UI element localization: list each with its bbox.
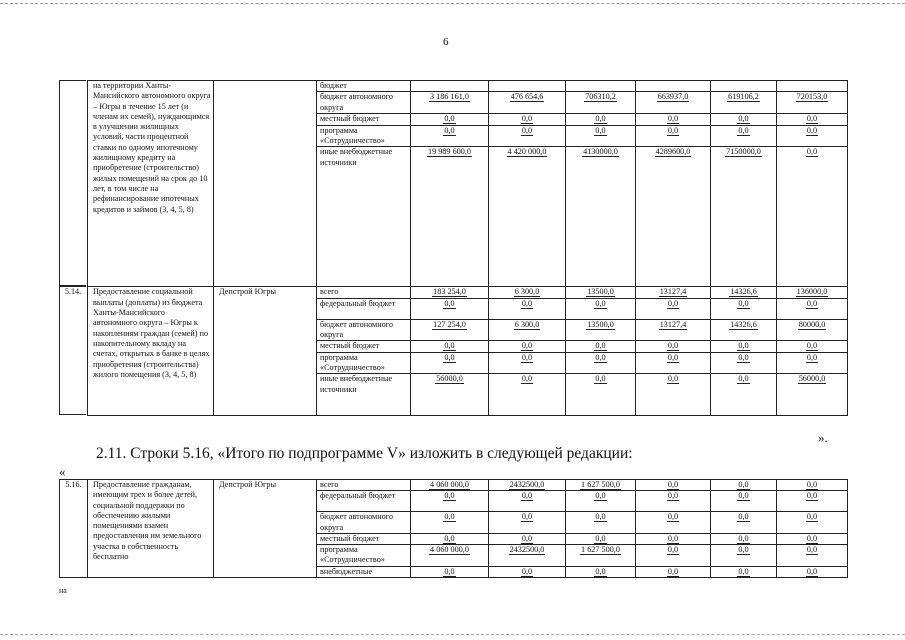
funding-source: местный бюджет <box>317 341 411 352</box>
amount-cell <box>711 533 777 544</box>
amount-value: 0,0 <box>521 533 533 543</box>
funding-source: местный бюджет <box>317 113 411 125</box>
amount-cell <box>566 566 636 577</box>
funding-source: программа «Сотрудничество» <box>317 352 411 374</box>
amount-cell <box>777 566 848 577</box>
amount-value: 1 627 500,0 <box>581 545 620 555</box>
amount-cell <box>489 81 566 92</box>
amount-cell <box>566 298 636 319</box>
amount-cell <box>711 545 777 567</box>
amount-cell <box>489 491 566 512</box>
amount-value: 0,0 <box>806 545 818 555</box>
amount-cell <box>636 113 711 125</box>
amount-value: 0,0 <box>806 480 818 489</box>
amount-value <box>600 81 602 90</box>
funding-source: всего <box>317 287 411 298</box>
amount-cell <box>411 341 489 352</box>
funding-source: бюджет автономного округа <box>317 512 411 534</box>
amount-value: 0,0 <box>738 374 749 384</box>
amount-cell <box>711 125 777 147</box>
amount-cell <box>566 512 636 534</box>
amount-cell <box>411 352 489 374</box>
funding-source: федеральный бюджет <box>317 298 411 319</box>
closing-quote: ». <box>818 430 828 445</box>
amount-cell <box>411 287 489 298</box>
amount-cell <box>711 491 777 512</box>
amount-value: 619106,2 <box>728 92 759 102</box>
amount-value: 0,0 <box>738 125 749 135</box>
amount-cell <box>777 491 848 512</box>
amount-value <box>672 81 674 90</box>
amount-value: 0,0 <box>667 352 679 362</box>
amount-cell <box>566 374 636 416</box>
amount-cell <box>777 374 848 416</box>
amount-cell <box>489 512 566 534</box>
amount-cell <box>777 147 848 287</box>
amount-value: 0,0 <box>738 533 749 543</box>
amount-value: 0,0 <box>667 533 679 543</box>
scan-bottom-edge <box>0 634 905 635</box>
amount-value: 0,0 <box>738 341 749 351</box>
amount-cell <box>711 287 777 298</box>
measure-description: Предоставление гражданам, имеющим трех и более детей, социальной поддержки по обеспечению жилыми помещениями взамен предоставления им земельного участка в собственность бесплатно <box>88 480 214 578</box>
amount-value: 136000,0 <box>796 287 828 297</box>
amount-value: 0,0 <box>521 113 533 123</box>
amount-value: 0,0 <box>806 341 818 351</box>
amount-cell <box>566 81 636 92</box>
amount-cell <box>711 566 777 577</box>
amount-value: 0,0 <box>444 533 455 543</box>
amount-value: 0,0 <box>667 374 679 384</box>
amount-value: 0,0 <box>806 113 818 123</box>
amount-cell <box>411 113 489 125</box>
funding-source: местный бюджет <box>317 533 411 544</box>
funding-source: программа «Сотрудничество» <box>317 545 411 567</box>
amount-value: 0,0 <box>521 512 533 522</box>
amount-cell <box>636 533 711 544</box>
amount-cell <box>777 545 848 567</box>
amount-cell <box>636 92 711 114</box>
amount-value: 13127,4 <box>659 319 687 329</box>
amount-cell <box>711 341 777 352</box>
amount-value: 6 300,0 <box>514 287 540 297</box>
amount-cell <box>489 566 566 577</box>
amount-cell <box>489 533 566 544</box>
amount-cell <box>636 319 711 341</box>
table-row <box>88 287 848 298</box>
amount-value: 0,0 <box>444 298 455 308</box>
amount-cell <box>636 287 711 298</box>
amount-value: 0,0 <box>444 512 455 522</box>
amount-cell <box>489 341 566 352</box>
amendment-heading: 2.11. Строки 5.16, «Итого по подпрограмме V» изложить в следующей редакции: <box>96 445 633 462</box>
amount-value: 4289600,0 <box>655 147 691 157</box>
amount-cell <box>777 92 848 114</box>
amount-cell <box>711 81 777 92</box>
amount-cell <box>489 298 566 319</box>
amount-value: 0,0 <box>806 512 818 522</box>
amount-value: 13500,0 <box>587 319 614 329</box>
amount-cell <box>711 319 777 341</box>
funding-source: бюджет <box>317 81 411 92</box>
amount-value: 14326,6 <box>730 319 757 329</box>
row-number-5-14: 5.14. <box>59 286 86 415</box>
table-row <box>60 480 848 491</box>
amount-value: 2432500,0 <box>509 545 545 555</box>
amount-value: 0,0 <box>806 298 818 308</box>
amount-value: 0,0 <box>521 125 533 135</box>
amount-value: 0,0 <box>521 341 533 351</box>
amount-value: 0,0 <box>595 491 606 501</box>
amount-value: 476 654,6 <box>510 92 544 102</box>
amount-value: 0,0 <box>738 545 749 555</box>
amount-value: 0,0 <box>738 512 749 522</box>
funding-source: федеральный бюджет <box>317 491 411 512</box>
funding-source: иные внебюджетные источники <box>317 147 411 287</box>
amount-value: 0,0 <box>806 491 818 501</box>
amount-cell <box>777 298 848 319</box>
amount-cell <box>636 374 711 416</box>
amount-cell <box>411 92 489 114</box>
amount-cell <box>566 125 636 147</box>
amount-value: 0,0 <box>667 545 679 555</box>
amount-value: 0,0 <box>667 566 679 576</box>
amount-cell <box>411 480 489 491</box>
amount-value: 0,0 <box>667 512 679 522</box>
amount-value <box>743 81 745 90</box>
amount-cell <box>489 374 566 416</box>
amount-value: 0,0 <box>444 491 455 501</box>
amount-cell <box>489 287 566 298</box>
amount-value: 6 300,0 <box>514 319 540 329</box>
amount-value <box>526 81 528 90</box>
amount-cell <box>566 545 636 567</box>
amount-value: 0,0 <box>806 566 818 576</box>
page-footer-fragment: на <box>59 586 67 595</box>
amount-cell <box>777 341 848 352</box>
amount-value: 0,0 <box>595 113 606 123</box>
amount-cell <box>411 533 489 544</box>
amount-cell <box>411 319 489 341</box>
row-number: 5.16. <box>60 480 88 578</box>
funding-source: программа «Сотрудничество» <box>317 125 411 147</box>
amount-value: 1 627 500,0 <box>581 480 620 489</box>
amount-value: 0,0 <box>806 533 818 543</box>
amount-cell <box>711 374 777 416</box>
amount-value: 4 060 000,0 <box>430 480 469 489</box>
funding-source: бюджет автономного округа <box>317 319 411 341</box>
funding-source: всего <box>317 480 411 491</box>
amount-value: 80000,0 <box>798 319 826 329</box>
amount-cell <box>636 298 711 319</box>
amount-value: 0,0 <box>444 125 455 135</box>
amount-cell <box>636 545 711 567</box>
amount-value: 0,0 <box>738 566 749 576</box>
amount-value: 183 254,0 <box>433 287 466 297</box>
amount-value: 0,0 <box>595 512 606 522</box>
amount-cell <box>411 545 489 567</box>
amount-cell <box>411 512 489 534</box>
amount-cell <box>636 512 711 534</box>
amount-cell <box>566 147 636 287</box>
amount-cell <box>566 352 636 374</box>
amount-cell <box>636 491 711 512</box>
opening-quote: « <box>59 464 66 479</box>
amount-cell <box>489 125 566 147</box>
amount-value: 0,0 <box>521 374 533 384</box>
amount-value: 663937,0 <box>657 92 689 102</box>
budget-table-5-16 <box>59 479 848 578</box>
table-row <box>88 81 848 92</box>
amount-cell <box>777 319 848 341</box>
amount-value: 13127,4 <box>659 287 687 297</box>
amount-cell <box>777 480 848 491</box>
amount-cell <box>566 287 636 298</box>
amount-value: 0,0 <box>444 113 455 123</box>
amount-cell <box>566 533 636 544</box>
amount-cell <box>411 125 489 147</box>
amount-value: 0,0 <box>595 341 606 351</box>
amount-value: 0,0 <box>667 480 679 489</box>
amount-cell <box>711 512 777 534</box>
amount-value: 0,0 <box>667 298 679 308</box>
funding-source: внебюджетные <box>317 566 411 577</box>
amount-cell <box>777 512 848 534</box>
funding-source: бюджет автономного округа <box>317 92 411 114</box>
amount-cell <box>489 319 566 341</box>
amount-value: 0,0 <box>738 113 749 123</box>
amount-value: 4130000,0 <box>583 147 618 157</box>
amount-value: 0,0 <box>667 113 679 123</box>
amount-value: 0,0 <box>521 352 533 362</box>
amount-value: 0,0 <box>595 298 606 308</box>
amount-cell <box>489 352 566 374</box>
amount-value: 0,0 <box>444 352 455 362</box>
funding-source: иные внебюджетные источники <box>317 374 411 416</box>
amount-value: 0,0 <box>667 125 679 135</box>
amount-value: 0,0 <box>738 298 749 308</box>
measure-description: на территории Ханты-Мансийского автономного округа – Югры в течение 15 лет (и членам их семей), нуждающимся в улучшении жилищных условий, части процентной ставки по одному ипотечному жилищному кредиту на приобретение (строительство) жилых помещений на срок до 10 лет, в том числе на рефинансирование ипотечных кредитов и займов (3, 4, 5, 8) <box>88 81 214 287</box>
amount-cell <box>636 352 711 374</box>
amount-value: 720153,0 <box>796 92 828 102</box>
amount-cell <box>489 113 566 125</box>
amount-cell <box>489 92 566 114</box>
amount-cell <box>636 566 711 577</box>
amount-value: 0,0 <box>444 566 455 576</box>
amount-cell <box>566 113 636 125</box>
page-number: 6 <box>443 36 449 48</box>
measure-description: Предоставление социальной выплаты (доплаты) из бюджета Ханты-Мансийского автономного округа – Югры к накоплениям граждан (семей) по накопительному вкладу на счетах, открытых в банке в целях приобретения (строительства) жилого помещения (3, 4, 5, 8) <box>88 287 214 416</box>
amount-cell <box>411 81 489 92</box>
scan-top-edge <box>0 3 905 4</box>
amount-value: 0,0 <box>595 566 606 576</box>
amount-value: 4 420 000,0 <box>507 147 547 157</box>
amount-cell <box>489 147 566 287</box>
amount-cell <box>777 287 848 298</box>
amount-cell <box>636 81 711 92</box>
amount-value: 14326,6 <box>730 287 757 297</box>
amount-value: 2432500,0 <box>509 480 545 489</box>
amount-cell <box>566 92 636 114</box>
amount-value: 0,0 <box>806 352 818 362</box>
budget-table-continuation <box>87 80 848 416</box>
amount-value: 0,0 <box>521 298 533 308</box>
amount-cell <box>711 147 777 287</box>
amount-cell <box>566 491 636 512</box>
amount-cell <box>777 352 848 374</box>
amount-cell <box>777 533 848 544</box>
amount-cell <box>711 113 777 125</box>
amount-value: 706310,2 <box>585 92 616 102</box>
executor <box>214 81 317 287</box>
executor: Депстрой Югры <box>214 480 317 578</box>
amount-cell <box>489 480 566 491</box>
amount-value: 13500,0 <box>587 287 614 297</box>
amount-cell <box>777 125 848 147</box>
amount-value: 0,0 <box>738 352 749 362</box>
amount-cell <box>636 125 711 147</box>
amount-value: 127 254,0 <box>433 319 466 329</box>
amount-cell <box>411 566 489 577</box>
amount-cell <box>411 298 489 319</box>
amount-cell <box>489 545 566 567</box>
amount-value: 0,0 <box>806 125 818 135</box>
amount-cell <box>411 374 489 416</box>
amount-value: 56000,0 <box>798 374 826 384</box>
amount-value: 56000,0 <box>436 374 463 384</box>
amount-value: 0,0 <box>521 491 533 501</box>
amount-value: 0,0 <box>806 147 818 157</box>
row-number-continuation <box>59 80 86 286</box>
amount-value: 0,0 <box>521 566 533 576</box>
amount-cell <box>566 341 636 352</box>
amount-value: 0,0 <box>444 341 455 351</box>
amount-value: 0,0 <box>595 533 606 543</box>
amount-cell <box>711 298 777 319</box>
amount-value: 0,0 <box>738 491 749 501</box>
amount-cell <box>636 341 711 352</box>
amount-cell <box>411 491 489 512</box>
amount-value: 0,0 <box>595 125 606 135</box>
amount-cell <box>777 113 848 125</box>
amount-value: 7150000,0 <box>726 147 761 157</box>
amount-value: 4 060 000,0 <box>430 545 469 555</box>
amount-cell <box>636 147 711 287</box>
amount-value: 0,0 <box>667 491 679 501</box>
amount-cell <box>777 81 848 92</box>
executor: Депстрой Югры <box>214 287 317 416</box>
amount-value <box>811 81 813 90</box>
amount-value: 0,0 <box>738 480 749 489</box>
amount-cell <box>711 352 777 374</box>
amount-value: 0,0 <box>595 352 606 362</box>
amount-cell <box>636 480 711 491</box>
amount-value <box>449 81 451 90</box>
amount-value: 0,0 <box>595 374 606 384</box>
amount-cell <box>566 319 636 341</box>
amount-value: 0,0 <box>667 341 679 351</box>
amount-cell <box>711 480 777 491</box>
amount-cell <box>566 480 636 491</box>
amount-value: 19 989 600,0 <box>428 147 471 157</box>
amount-cell <box>711 92 777 114</box>
amount-value: 3 186 161,0 <box>430 92 469 102</box>
amount-cell <box>411 147 489 287</box>
